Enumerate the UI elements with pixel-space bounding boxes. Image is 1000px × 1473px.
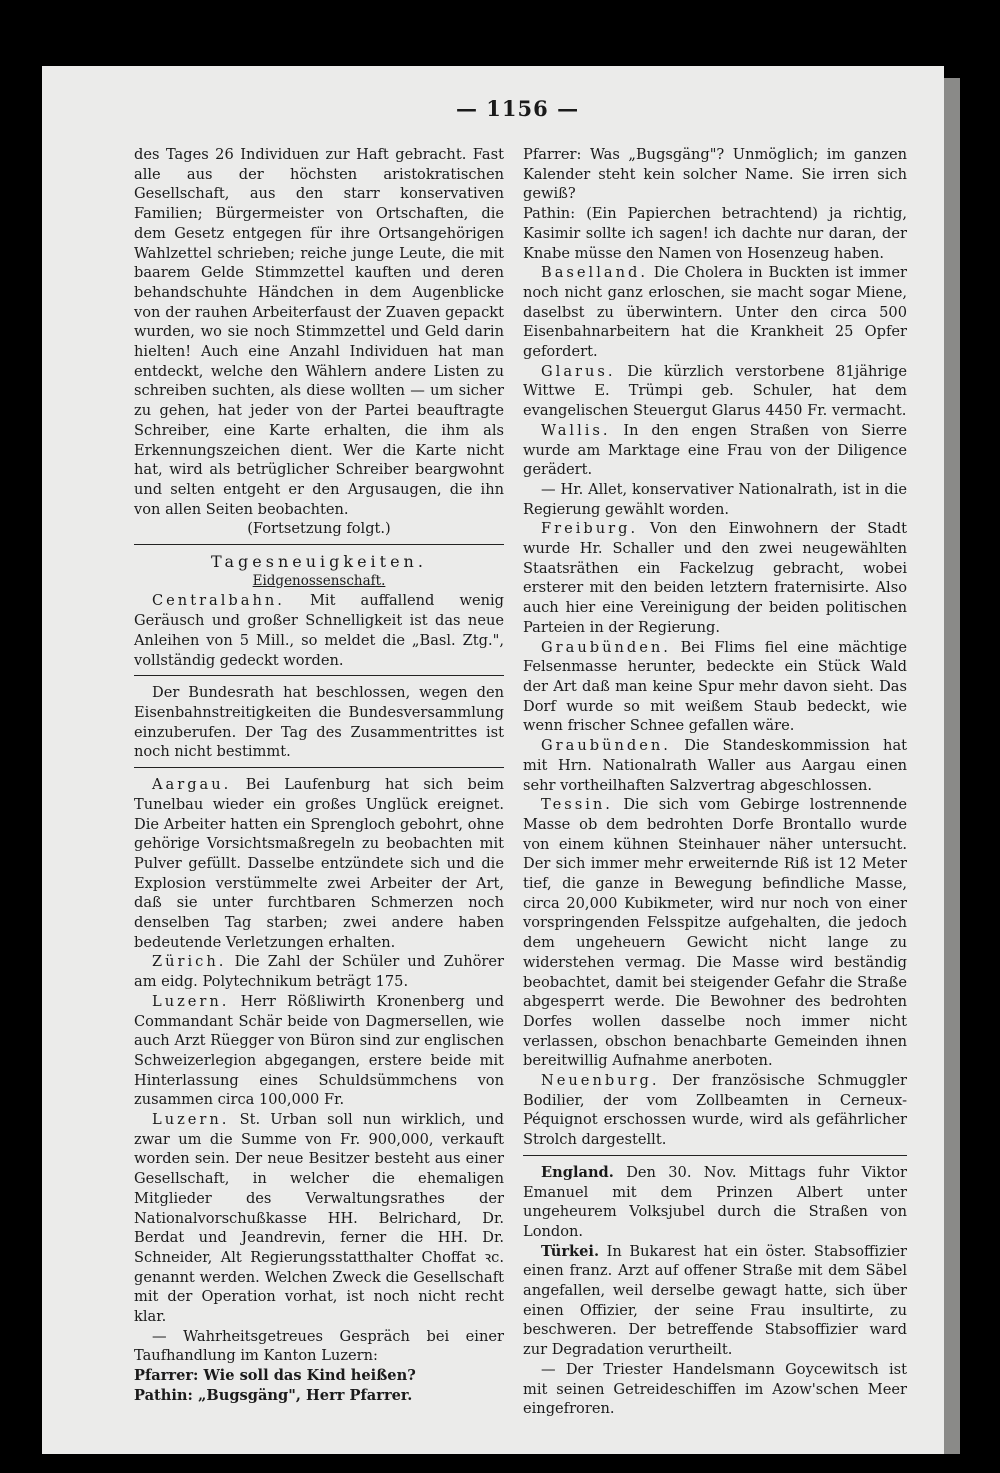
divider [134, 544, 504, 545]
news-text: Die Zahl der Schüler und Zuhörer am eidg. Polytechnikum beträgt 175. [134, 953, 504, 991]
news-country: Türkei. [541, 1242, 600, 1260]
news-text: In Bukarest hat ein öster. Stabsoffizier einen franz. Arzt auf offener Straße mit dem Säbel angefallen, weil derselbe gewagt hatte, sich über einen Offizier, der seine Frau insultirte, zu beschweren. Der betreffende Stabsoffizier ward zur Degradation verurtheilt. [523, 1242, 908, 1359]
news-text: Die kürzlich verstorbene 81jährige Wittwe E. Trümpi geb. Schuler, hat dem evangelischen Steuergut Glarus 4450 Fr. vermacht. [523, 362, 908, 420]
news-country: England. [541, 1163, 614, 1181]
news-item [523, 1163, 907, 1242]
news-item [523, 638, 907, 737]
news-item [134, 992, 504, 1110]
news-item [134, 591, 504, 670]
news-place: Centralbahn. [152, 592, 285, 610]
news-text: In den engen Straßen von Sierre wurde am Marktage eine Frau von der Diligence gerädert. [523, 421, 908, 479]
news-item: — Hr. Allet, konservativer Nationalrath, ist in die Regierung gewählt worden. [523, 480, 907, 518]
news-text: Bei Laufenburg hat sich beim Tunelbau wieder ein großes Unglück ereignet. Die Arbeiter hatten ein Sprengloch gebohrt, ohne gehörige Vorsichtsmaßregeln zu beobachten mit Pulver gefüllt. Dasselbe entzündete sich und die Explosion verstümmelte zwei Arbeiter der Art, daß sie unter furchtbaren Schmerzen noch denselben Tag starben; zwei andere haben bedeutende Verletzungen erhalten. [134, 776, 504, 951]
left-column [134, 145, 504, 1406]
news-text: Die sich vom Gebirge lostrennende Masse ob dem bedrohten Dorfe Brontallo wurde von einem kühnen Steinhauer näher untersucht. Der sich immer mehr erweiternde Riß ist 12 Meter tief, die ganze in Bewegung befindliche Masse, circa 20,000 Kubikmeter, wird nur noch von einer vorspringenden Felsspitze aufgehalten, die jedoch dem ungeheuern Gewicht nicht lange zu widerstehen vermag. Die Masse wird beständig beobachtet, damit bei steigender Gefahr die Straße abgesperrt werde. Die Bewohner des bedrohten Dorfes wollen dasselbe noch immer nicht verlassen, obschon benachbarte Gemeinden ihnen bereitwillig Aufnahme anerboten. [523, 796, 908, 1070]
news-text: Herr Rößliwirth Kronenberg und Commandant Schär beide von Dagmersellen, wie auch Arzt Rüegger von Büron sind zur englischen Schweizerlegion abgegangen, erstere beide mit Hinterlassung eines Schuldsümmchens von zusammen circa 100,000 Fr. [134, 992, 505, 1109]
news-text: Den 30. Nov. Mittags fuhr Viktor Emanuel mit dem Prinzen Albert unter ungeheurem Volksjubel durch die Straßen von London. [523, 1163, 907, 1240]
news-item [523, 519, 907, 637]
news-item [134, 952, 504, 991]
news-place: Baselland. [541, 264, 648, 282]
dialog-line: Pathin: „Bugsgäng", Herr Pfarrer. [134, 1386, 413, 1404]
news-place: Luzern. [152, 992, 230, 1010]
news-item [523, 736, 907, 795]
subsection-title: Eidgenossenschaft. [252, 572, 386, 589]
continued-note: (Fortsetzung folgt.) [247, 520, 391, 538]
news-item [523, 1242, 907, 1360]
page-edge [944, 78, 960, 1454]
news-text: Der französische Schmuggler Bodilier, der vom Zollbeamten in Cerneux-Péquignot erschossen wurde, wird als gefährlicher Strolch dargestellt. [523, 1072, 908, 1149]
news-item [523, 362, 907, 421]
news-text: Bei Flims fiel eine mächtige Felsenmasse herunter, bedeckte ein Stück Wald der Art daß man keine Spur mehr davon sieht. Das Dorf wurde so mit weißem Staub bedeckt, wie wenn frischer Schnee gefallen wäre. [523, 638, 908, 735]
news-item [134, 775, 504, 952]
news-item [523, 421, 907, 480]
divider [134, 767, 504, 768]
news-text: Die Cholera in Buckten ist immer noch nicht ganz erloschen, sie macht sogar Miene, daselbst zu überwintern. Unter den circa 500 Eisenbahnarbeitern hat die Krankheit 25 Opfer gefordert. [523, 264, 908, 361]
news-text: Mit auffallend wenig Geräusch und großer Schnelligkeit ist das neue Anleihen von 5 Mill., so meldet die „Basl. Ztg.", vollständig gedeckt worden. [134, 592, 505, 669]
divider [523, 1155, 907, 1156]
news-place: Glarus. [541, 362, 616, 380]
news-place: Aargau. [152, 776, 232, 794]
right-column [523, 145, 907, 1419]
news-place: Graubünden. [541, 638, 671, 656]
news-item: — Wahrheitsgetreues Gespräch bei einer Taufhandlung im Kanton Luzern: [134, 1327, 504, 1365]
news-text: Von den Einwohnern der Stadt wurde Hr. Schaller und den zwei neugewählten Staatsräthen ein Fackelzug gebracht, wobei ersterer mit den beiden letztern fraternisirte. Also auch hier eine Vereinigung der beiden politischen Parteien in der Regierung. [523, 520, 907, 636]
news-place: Zürich. [152, 953, 227, 971]
dialog-line: Pathin: (Ein Papierchen betrachtend) ja richtig, Kasimir sollte ich sagen! ich dachte nur daran, der Knabe müsse den Namen von Hosenzeug haben. [523, 205, 907, 262]
page-number: — 1156 — [456, 96, 580, 121]
divider [134, 675, 504, 676]
dialog-line: Pfarrer: Was „Bugsgäng"? Unmöglich; im ganzen Kalender steht kein solcher Name. Sie irren sich gewiß? [523, 146, 907, 203]
news-place: Graubünden. [541, 737, 671, 755]
news-place: Neuenburg. [541, 1072, 660, 1090]
news-item: — Der Triester Handelsmann Goycewitsch ist mit seinen Getreideschiffen im Azow'schen Meer eingefroren. [523, 1360, 907, 1418]
news-item: Der Bundesrath hat beschlossen, wegen den Eisenbahnstreitigkeiten die Bundesversammlung einzuberufen. Der Tag des Zusammentrittes ist noch nicht bestimmt. [134, 684, 504, 761]
news-item [523, 1071, 907, 1150]
section-title: Tagesneuigkeiten. [211, 552, 427, 572]
news-text: St. Urban soll nun wirklich, und zwar um die Summe von Fr. 900,000, verkauft worden sein. Der neue Besitzer besteht aus einer Gesellschaft, in welcher die ehemaligen Mitglieder des Verwaltungsrathes der Nationalvorschußkasse HH. Belrichard, Dr. Berdat und Jeandrevin, ferner die HH. Dr. Schneider, Alt Regierungsstatthalter Choffat ꝛc. genannt werden. Welchen Zweck die Gesellschaft mit der Operation vorhat, ist noch nicht recht klar. [134, 1111, 505, 1326]
news-place: Wallis. [541, 421, 611, 439]
news-text: Die Standeskommission hat mit Hrn. Nationalrath Waller aus Aargau einen sehr vortheilhaften Salzvertrag abgeschlossen. [523, 737, 908, 794]
news-place: Luzern. [152, 1111, 230, 1129]
news-item [523, 263, 907, 362]
dialog-line: Pfarrer: Wie soll das Kind heißen? [134, 1367, 416, 1385]
news-item [134, 1110, 504, 1327]
news-place: Freiburg. [541, 520, 639, 538]
news-item [523, 795, 907, 1071]
article-continuation: des Tages 26 Individuen zur Haft gebracht. Fast alle aus der höchsten aristokratischen Gesellschaft, aus den starr konservativen Familien; Bürgermeister von Ortschaften, die dem Gesetz entgegen für ihre Ortsangehörigen Wahlzettel schrieben; reiche junge Leute, die mit baarem Gelde Stimmzettel kauften und deren behandschuhte Händchen in dem Augenblicke von der rauhen Arbeiterfaust der Zuaven gepackt wurden, wo sie noch Stimmzettel und Geld darin hielten! Auch eine Anzahl Individuen hat man entdeckt, welche den Wählern andere Listen zu schreiben suchten, als diese wollten — um sicher zu gehen, hat jeder von der Partei beauftragte Schreiber, eine Karte erhalten, die ihm als Erkennungszeichen dient. Wer die Karte nicht hat, wird als betrüglicher Schreiber beargwohnt und selten entgeht er den Argusaugen, die ihn von allen Seiten beobachten. [134, 146, 504, 518]
news-place: Tessin. [541, 796, 613, 814]
